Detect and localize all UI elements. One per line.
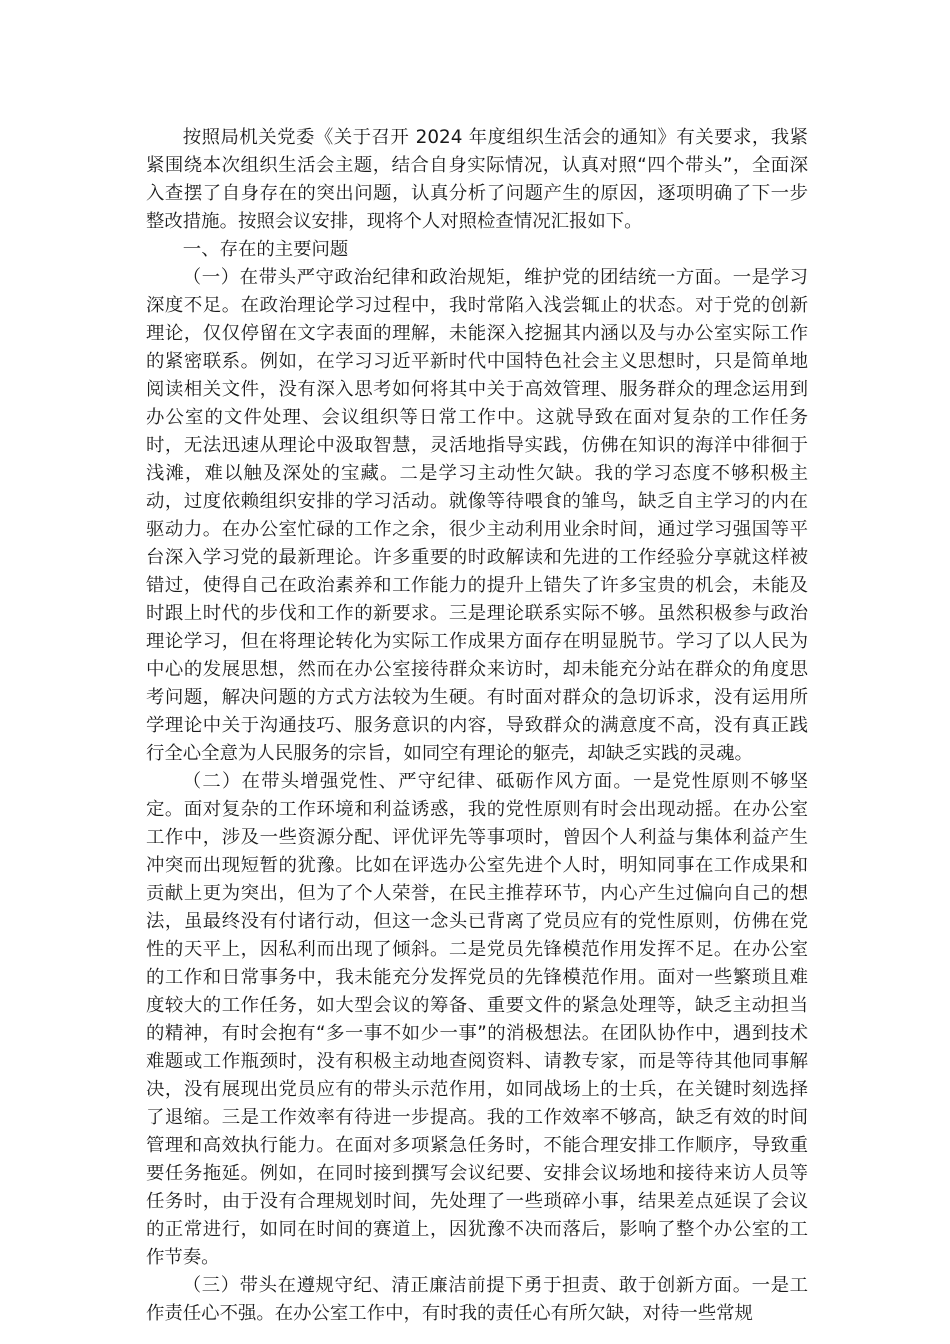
section-heading-problems: 一、存在的主要问题 [182, 239, 349, 260]
intro-paragraph: 按照局机关党委《关于召开 2024 年度组织生活会的通知》有关要求，我紧紧围绕本次组织生活会主题，结合自身实际情况，认真对照“四个带头”，全面深入查摆了自身存在的突出问题，认真分析了问题产生的原因，逐项明确了下一步整改措施。按照会议安排，现将个人对照检查情况汇报如下。 [146, 127, 808, 232]
item-2-paragraph: （二）在带头增强党性、严守纪律、砥砺作风方面。一是党性原则不够坚定。面对复杂的工作环境和利益诱惑，我的党性原则有时会出现动摇。在办公室工作中，涉及一些资源分配、评优评先等事项时，曾因个人利益与集体利益产生冲突而出现短暂的犹豫。比如在评选办公室先进个人时，明知同事在工作成果和贡献上更为突出，但为了个人荣誉，在民主推荐环节，内心产生过偏向自己的想法，虽最终没有付诸行动，但这一念头已背离了党员应有的党性原则，仿佛在党性的天平上，因私利而出现了倾斜。二是党员先锋模范作用发挥不足。在办公室的工作和日常事务中，我未能充分发挥党员的先锋模范作用。面对一些繁琐且难度较大的工作任务，如大型会议的筹备、重要文件的紧急处理等，缺乏主动担当的精神，有时会抱有“多一事不如少一事”的消极想法。在团队协作中，遇到技术难题或工作瓶颈时，没有积极主动地查阅资料、请教专家，而是等待其他同事解决，没有展现出党员应有的带头示范作用，如同战场上的士兵，在关键时刻选择了退缩。三是工作效率有待进一步提高。我的工作效率不够高，缺乏有效的时间管理和高效执行能力。在面对多项紧急任务时，不能合理安排工作顺序，导致重要任务拖延。例如，在同时接到撰写会议纪要、安排会议场地和接待来访人员等任务时，由于没有合理规划时间，先处理了一些琐碎小事，结果差点延误了会议的正常进行，如同在时间的赛道上，因犹豫不决而落后，影响了整个办公室的工作节奏。 [146, 771, 808, 1268]
item-1-paragraph: （一）在带头严守政治纪律和政治规矩，维护党的团结统一方面。一是学习深度不足。在政治理论学习过程中，我时常陷入浅尝辄止的状态。对于党的创新理论，仅仅停留在文字表面的理解，未能深入挖掘其内涵以及与办公室实际工作的紧密联系。例如，在学习习近平新时代中国特色社会主义思想时，只是简单地阅读相关文件，没有深入思考如何将其中关于高效管理、服务群众的理念运用到办公室的文件处理、会议组织等日常工作中。这就导致在面对复杂的工作任务时，无法迅速从理论中汲取智慧，灵活地指导实践，仿佛在知识的海洋中徘徊于浅滩，难以触及深处的宝藏。二是学习主动性欠缺。我的学习态度不够积极主动，过度依赖组织安排的学习活动。就像等待喂食的雏鸟，缺乏自主学习的内在驱动力。在办公室忙碌的工作之余，很少主动利用业余时间，通过学习强国等平台深入学习党的最新理论。许多重要的时政解读和先进的工作经验分享就这样被错过，使得自己在政治素养和工作能力的提升上错失了许多宝贵的机会，未能及时跟上时代的步伐和工作的新要求。三是理论联系实际不够。虽然积极参与政治理论学习，但在将理论转化为实际工作成果方面存在明显脱节。学习了以人民为中心的发展思想，然而在办公室接待群众来访时，却未能充分站在群众的角度思考问题，解决问题的方式方法较为生硬。有时面对群众的急切诉求，没有运用所学理论中关于沟通技巧、服务意识的内容，导致群众的满意度不高，没有真正践行全心全意为人民服务的宗旨，如同空有理论的躯壳，却缺乏实践的灵魂。 [146, 267, 808, 764]
document-page [146, 124, 808, 1328]
item-3-paragraph: （三）带头在遵规守纪、清正廉洁前提下勇于担责、敢于创新方面。一是工作责任心不强。在办公室工作中，有时我的责任心有所欠缺，对待一些常规 [146, 1275, 808, 1324]
